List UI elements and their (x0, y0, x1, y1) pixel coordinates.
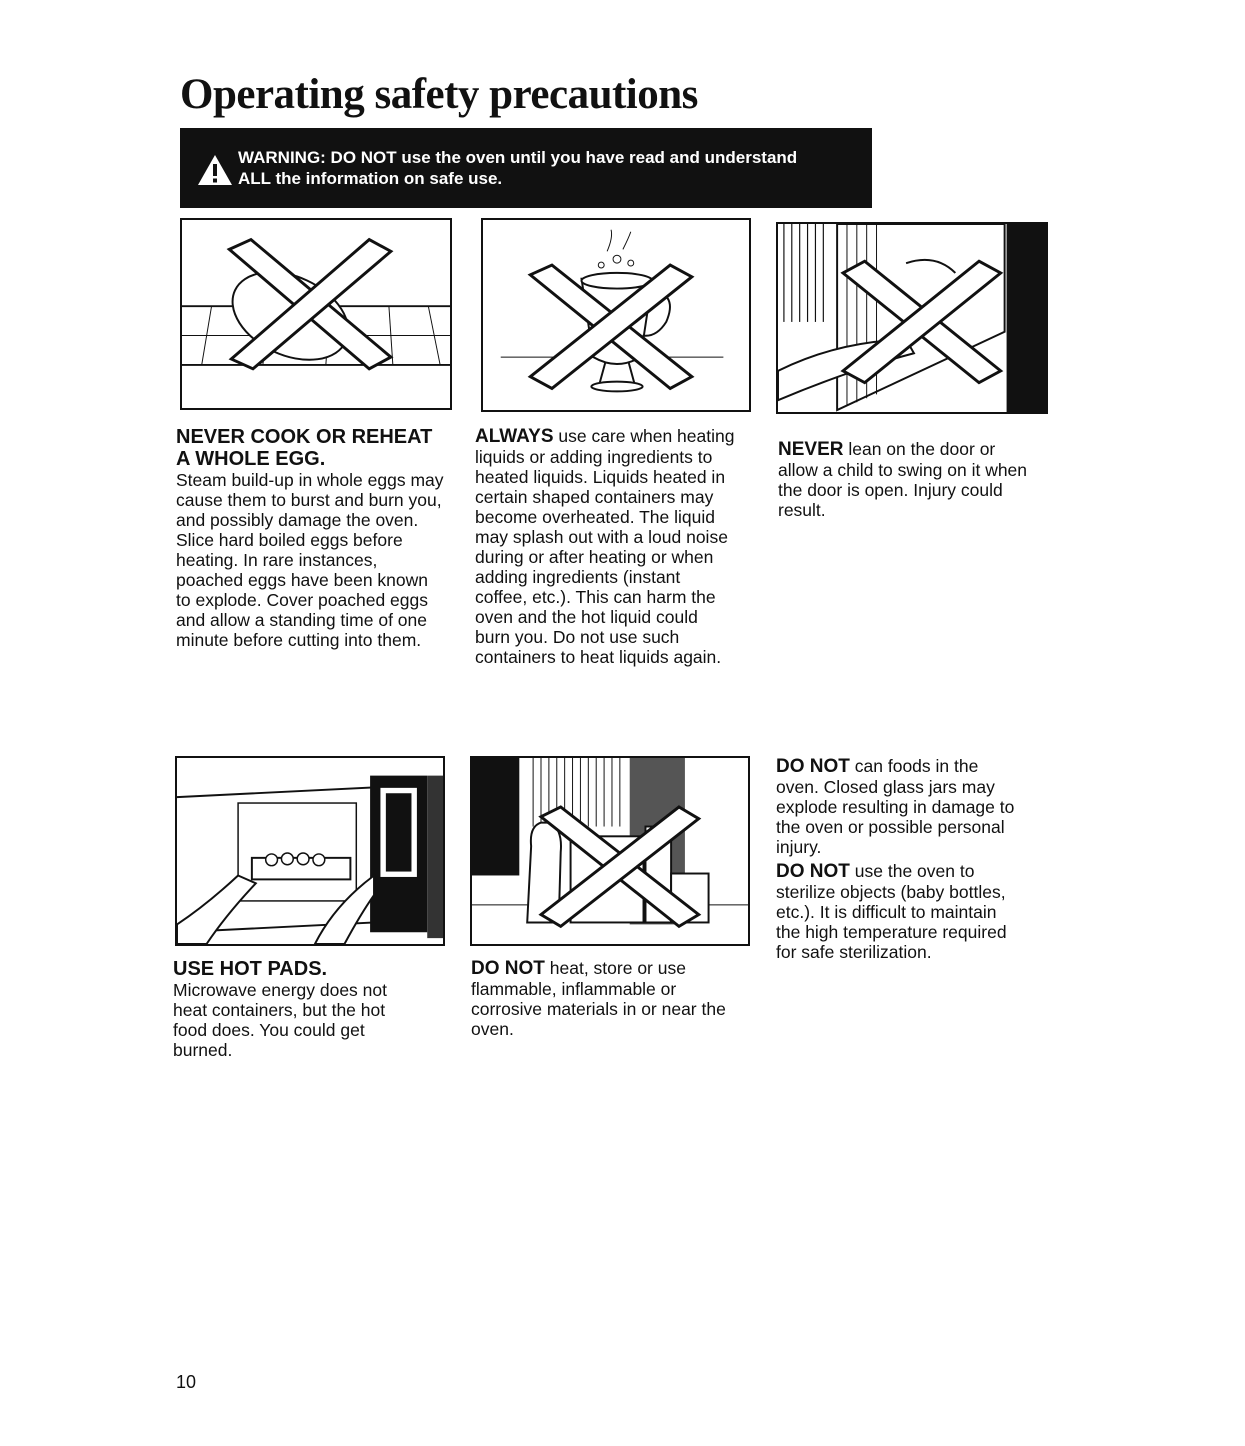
canning-body: can foods in the oven. Closed glass jars may explode resulting in damage to the oven or possible personal injury. (776, 756, 1015, 857)
page-title: Operating safety precautions (180, 71, 698, 118)
hot-pads-body: Microwave energy does not heat containers, but the hot food does. You could get burned. (173, 980, 387, 1060)
door-lead: NEVER (778, 439, 844, 460)
warning-text: WARNING: DO NOT use the oven until you have read and understand ALL the information on safe use. (238, 148, 798, 188)
liquid-warning-text (475, 426, 737, 667)
egg-warning-text (176, 426, 446, 650)
canning-lead: DO NOT (776, 756, 850, 777)
liquid-body: use care when heating liquids or adding ingredients to heated liquids. Liquids heated in certain shaped containers may become overheated. The liquid may splash out with a loud noise during or after heating or when adding ingredients (instant coffee, etc.). This can harm the oven and the hot liquid could burn you. Do not use such containers to heat liquids again. (475, 426, 735, 667)
flammable-body: heat, store or use flammable, inflammable or corrosive materials in or near the oven. (471, 958, 726, 1039)
hot-pads-heading: USE HOT PADS. (173, 958, 328, 980)
egg-heading: NEVER COOK OR REHEAT A WHOLE EGG. (176, 426, 433, 470)
door-warning-text (778, 439, 1028, 520)
hot-pads-text (173, 958, 423, 1060)
flammable-lead: DO NOT (471, 958, 545, 979)
canning-sterilize-text (776, 756, 1016, 962)
liquid-mug-illustration (481, 218, 751, 412)
oven-door-illustration (776, 222, 1048, 414)
warning-triangle-icon (196, 153, 234, 187)
door-body: lean on the door or allow a child to swing on it when the door is open. Injury could result. (778, 439, 1028, 520)
sterilize-lead: DO NOT (776, 861, 850, 882)
hot-pads-illustration (175, 756, 445, 946)
sterilize-body: use the oven to sterilize objects (baby bottles, etc.). It is difficult to maintain the high temperature required for safe sterilization. (776, 861, 1007, 962)
egg-body: Steam build-up in whole eggs may cause them to burst and burn you, and possibly damage the oven. Slice hard boiled eggs before heating. In rare instances, poached eggs have been known to explode. Cover poached eggs and allow a standing time of one minute before cutting into them. (176, 470, 444, 650)
flammable-text (471, 958, 733, 1039)
liquid-lead: ALWAYS (475, 426, 554, 447)
flammable-materials-illustration (470, 756, 750, 946)
warning-banner (180, 128, 872, 208)
page-number: 10 (176, 1372, 197, 1392)
egg-illustration (180, 218, 452, 410)
